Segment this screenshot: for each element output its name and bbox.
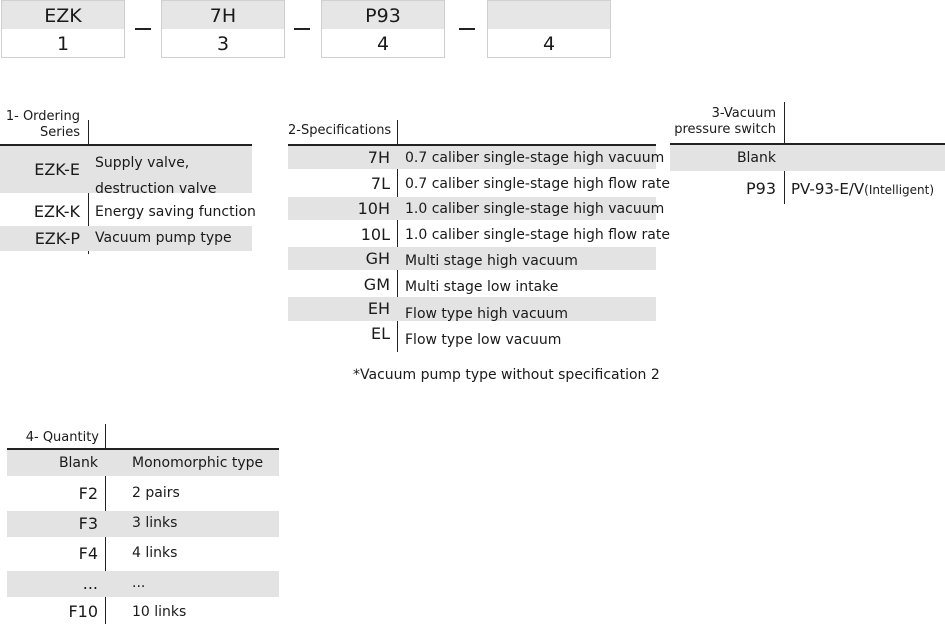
ordering-series-table — [0, 108, 256, 254]
separator-dash — [294, 28, 310, 30]
row-code: 7H — [367, 148, 390, 167]
row-code: Blank — [736, 150, 776, 166]
code-box-top: P93 — [322, 1, 444, 29]
row-description — [95, 150, 217, 202]
row-code: EL — [370, 324, 390, 343]
row-code: EH — [367, 299, 390, 318]
table-row — [7, 511, 279, 537]
quantity-table — [7, 424, 279, 624]
specifications-footnote: *Vacuum pump type without specification 2 — [353, 367, 660, 383]
table-row — [670, 176, 945, 202]
row-code: GM — [363, 275, 390, 294]
row-description — [791, 176, 934, 203]
quantity-header: 4- Quantity — [25, 430, 99, 445]
specifications-header: 2-Specifications — [288, 123, 392, 138]
row-code: P93 — [745, 179, 776, 198]
row-description: Flow type low vacuum — [405, 332, 562, 348]
code-box-bottom: 4 — [376, 33, 390, 55]
ordering-series-header — [0, 109, 80, 141]
header-line: 1- Ordering — [5, 109, 80, 124]
code-box-top — [488, 1, 610, 29]
code-box-switch — [321, 0, 445, 58]
table-row — [7, 450, 279, 476]
row-description: 1.0 caliber single-stage high vacuum — [405, 201, 665, 217]
code-box-bottom: 4 — [542, 33, 556, 55]
row-code: F4 — [78, 544, 98, 563]
table-row — [7, 481, 279, 507]
row-code: F10 — [68, 602, 98, 621]
row-code: GH — [365, 249, 390, 268]
header-line: pressure switch — [674, 122, 776, 137]
row-code: EZK-P — [34, 229, 80, 248]
separator-dash — [135, 28, 151, 30]
code-box-quantity — [487, 0, 611, 58]
desc-main: PV-93-E/V — [791, 180, 865, 198]
row-description: Multi stage high vacuum — [405, 253, 578, 269]
row-code: 7L — [370, 174, 390, 193]
table-row — [670, 145, 945, 171]
row-description: 1.0 caliber single-stage high flow rate — [405, 227, 670, 243]
specifications-table — [288, 120, 670, 352]
desc-note: (Intelligent) — [864, 183, 935, 197]
row-code: EZK-E — [34, 160, 80, 179]
row-code: 10H — [357, 199, 390, 218]
row-description: Flow type high vacuum — [405, 306, 569, 322]
row-code: ... — [82, 574, 98, 593]
row-description: ... — [132, 575, 146, 591]
row-description: 10 links — [132, 604, 187, 620]
row-code: 10L — [360, 225, 390, 244]
code-box-bottom: 3 — [216, 33, 230, 55]
row-code: F2 — [78, 484, 98, 503]
vacuum-switch-header — [670, 106, 776, 138]
table-row — [0, 226, 252, 251]
table-row — [7, 600, 279, 624]
table-row — [0, 146, 252, 197]
row-description: 4 links — [132, 545, 178, 561]
desc-line: Supply valve, — [95, 155, 190, 171]
table-row — [7, 541, 279, 567]
row-description: Energy saving function — [95, 204, 256, 220]
code-box-series — [1, 0, 125, 58]
row-code: Blank — [58, 455, 98, 471]
vacuum-switch-table — [670, 102, 945, 204]
row-code: F3 — [78, 514, 98, 533]
table-row — [0, 200, 256, 224]
row-description: 2 pairs — [132, 485, 180, 501]
code-box-specification — [161, 0, 285, 58]
code-box-bottom: 1 — [56, 33, 70, 55]
table-row — [7, 571, 279, 597]
table-row — [288, 273, 656, 296]
separator-dash — [459, 28, 475, 30]
code-box-top: 7H — [162, 1, 284, 29]
row-code: EZK-K — [33, 202, 80, 221]
table-row — [288, 297, 656, 321]
row-description: Multi stage low intake — [405, 279, 559, 295]
header-line: Series — [40, 125, 80, 140]
row-description: 0.7 caliber single-stage high vacuum — [405, 150, 665, 166]
code-box-top: EZK — [2, 1, 124, 29]
table-row — [288, 247, 656, 270]
row-description: 0.7 caliber single-stage high flow rate — [405, 176, 670, 192]
table-row — [288, 323, 656, 349]
table-row — [288, 197, 665, 220]
row-description: Vacuum pump type — [95, 230, 232, 246]
row-description: 3 links — [132, 515, 178, 531]
table-row — [288, 223, 670, 246]
row-description: Monomorphic type — [132, 455, 264, 471]
header-line: 3-Vacuum — [711, 106, 776, 121]
table-row — [288, 172, 670, 195]
table-row — [288, 146, 665, 169]
desc-line: destruction valve — [95, 181, 217, 197]
